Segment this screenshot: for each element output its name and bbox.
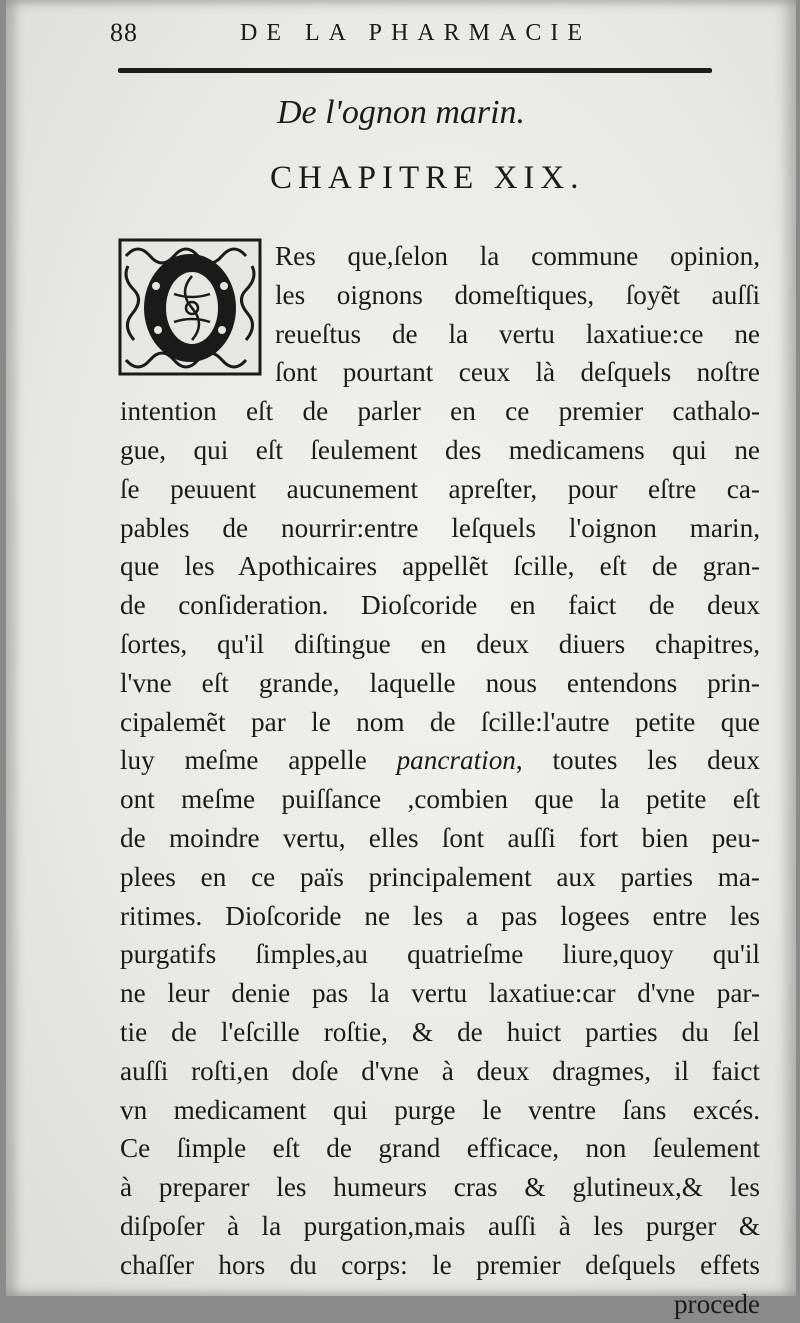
text-line: reueſtus de la vertu laxatiue:ce ne	[275, 318, 760, 349]
line-text-start: luy meſme appelle	[120, 745, 367, 776]
text-line: intention eſt de parler en ce premier cathalo-	[120, 396, 760, 427]
book-page	[6, 0, 796, 1319]
text-line: purgatifs ſimples,au quatrieſme liure,quoy qu'il	[120, 939, 760, 970]
line-text-end: , toutes les deux	[515, 745, 760, 776]
text-line: chaſſer hors du corps: le premier deſquels effets	[120, 1249, 760, 1280]
text-line: ne leur denie pas la vertu laxatiue:car d'vne par-	[120, 978, 760, 1009]
text-line: ritimes. Dioſcoride ne les a pas logees entre les	[120, 900, 760, 931]
text-line: Ce ſimple eſt de grand efficace, non ſeulement	[120, 1133, 760, 1164]
text-line: ſe peuuent aucunement apreſter, pour eſtre ca-	[120, 473, 760, 504]
text-line: l'vne eſt grande, laquelle nous entendons prin-	[120, 667, 760, 698]
text-line: plees en ce païs principalement aux parties ma-	[120, 861, 760, 892]
text-line: ont meſme puiſſance ,combien que la petite eſt	[120, 784, 760, 815]
text-line: Res que,ſelon la commune opinion,	[275, 241, 760, 271]
italic-term: pancration	[396, 745, 516, 776]
text-line: pables de nourrir:entre leſquels l'oignon marin,	[120, 512, 760, 543]
text-line: tie de l'eſcille roſtie, & de huict parties du ſel	[120, 1016, 760, 1047]
header-rule	[118, 68, 712, 73]
text-line: de moindre vertu, elles ſont auſſi fort bien peu-	[120, 822, 760, 853]
text-line: ſont pourtant ceux là deſquels noſtre	[275, 357, 760, 388]
chapter-heading: CHAPITRE XIX.	[270, 160, 585, 196]
text-line: gue, qui eſt ſeulement des medicamens qui ne	[120, 434, 760, 465]
text-line: les oignons domeſtiques, ſoyẽt auſſi	[275, 279, 760, 310]
text-line: que les Apothicaires appellẽt ſcille, eſt de gran-	[120, 551, 760, 582]
text-line: ſortes, qu'il diſtingue en deux diuers chapitres,	[120, 628, 760, 659]
running-head	[110, 18, 720, 52]
body-text	[120, 237, 760, 1323]
section-title: De l'ognon marin.	[276, 94, 526, 131]
text-line-with-italic	[120, 741, 760, 780]
catchword: procede	[673, 1288, 760, 1319]
text-line: auſſi roſti,en doſe d'vne à deux dragmes, il faict	[120, 1055, 760, 1086]
page-number: 88	[110, 18, 138, 47]
text-line: à preparer les humeurs cras & glutineux,& les	[120, 1172, 760, 1203]
text-line: diſpoſer à la purgation,mais auſſi à les purger &	[120, 1210, 760, 1241]
text-line: cipalemẽt par le nom de ſcille:l'autre petite que	[120, 706, 760, 737]
running-head-title: DE LA PHARMACIE	[240, 20, 592, 46]
text-line: vn medicament qui purge le ventre ſans excés.	[120, 1094, 760, 1125]
text-line: de conſideration. Dioſcoride en faict de deux	[120, 590, 760, 621]
